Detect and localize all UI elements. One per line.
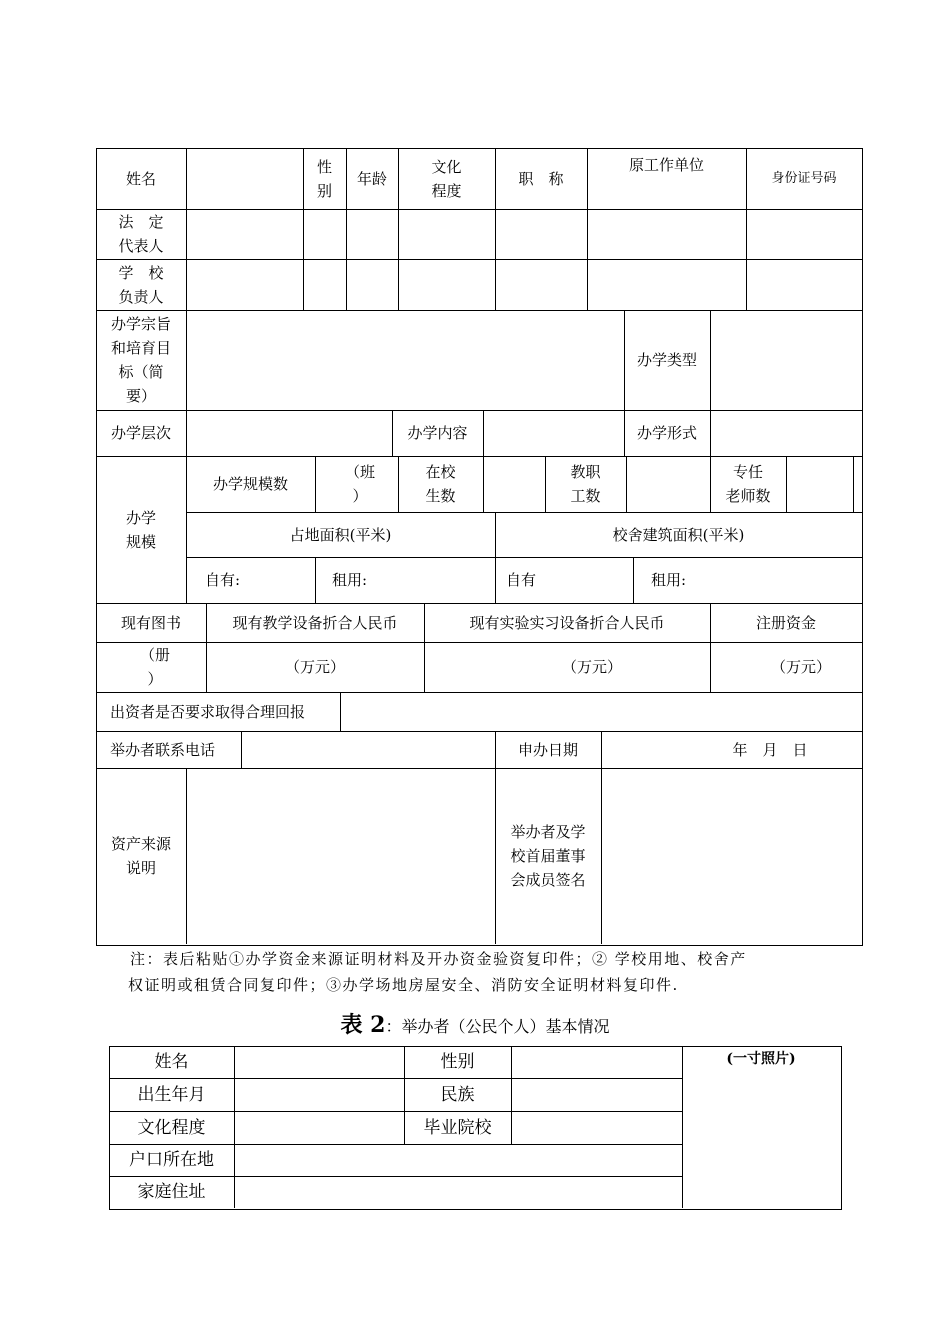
table2-title-text: ：举办者（公民个人）基本情况 [385,1017,610,1036]
header-age: 年龄 [356,169,387,188]
registered-capital-label: 注册资金 [755,613,816,632]
school-principal-label: 学 校 负责人 [118,263,164,306]
land-rented-label: 租用: [332,571,368,589]
scale-count-label: 办学规模数 [212,475,288,493]
header-former-unit: 原工作单位 [628,156,704,174]
land-owned-label: 自有: [205,571,241,589]
class-unit-label: （班 ） [345,463,376,505]
attachment-note [130,946,840,998]
header-name: 姓名 [125,169,156,188]
table2-title [0,1008,950,1039]
school-level-label: 办学层次 [110,424,171,442]
lab-equipment-label: 现有实验实习设备折合人民币 [469,613,665,632]
teachers-label: 专任 老师数 [725,463,771,505]
t2-ethnicity-label: 民族 [440,1084,475,1105]
land-area-label: 占地面积(平米) [289,525,392,544]
students-label: 在校 生数 [425,463,456,505]
photo-placeholder-label: (一寸照片) [726,1051,796,1067]
school-scale-label: 办学 规模 [125,508,156,551]
t2-address-label: 家庭住址 [137,1182,206,1202]
apply-date-label: 申办日期 [517,740,578,759]
contact-phone-label: 举办者联系电话 [110,740,216,759]
books-unit-label: （册 ） [140,646,171,688]
header-gender: 性 别 [316,157,332,200]
note-line-1: 注：表后粘贴①办学资金来源证明材料及开办资金验资复印件；② 学校用地、校舍产 [130,950,747,968]
teaching-unit-label: （万元） [284,658,345,676]
t2-education-label: 文化程度 [137,1117,206,1138]
note-line-2: 权证明或租赁合同复印件；③办学场地房屋安全、消防安全证明材料复印件. [128,976,679,994]
teaching-equipment-label: 现有教学设备折合人民币 [232,613,398,632]
lab-unit-label: （万元） [561,658,622,676]
t2-school-label: 毕业院校 [423,1117,492,1138]
t2-birth-label: 出生年月 [137,1084,206,1105]
capital-unit-label: （万元） [770,658,831,676]
header-education: 文化 程度 [431,157,462,200]
date-format-label: 年 月 日 [732,740,808,759]
building-rented-label: 租用: [651,571,687,589]
school-content-label: 办学内容 [407,424,468,442]
table2-title-number: 表 2 [340,1012,386,1038]
return-question-label: 出资者是否要求取得合理回报 [110,702,306,721]
t2-hukou-label: 户口所在地 [129,1150,214,1170]
building-area-label: 校舍建筑面积(平米) [612,525,745,544]
legal-representative-label: 法 定 代表人 [118,213,164,255]
header-title: 职 称 [518,169,564,188]
building-owned-label: 自有 [506,571,537,589]
header-id-number: 身份证号码 [771,170,837,186]
staff-label: 教职 工数 [570,463,601,505]
school-type-label: 办学类型 [636,351,697,369]
t2-name-label: 姓名 [154,1052,189,1072]
school-purpose-label: 办学宗旨 和培育目 标（简 要） [110,315,171,405]
books-label: 现有图书 [120,613,181,632]
asset-source-label: 资产来源 说明 [110,835,171,877]
school-form-label: 办学形式 [636,424,697,442]
t2-gender-label: 性别 [440,1052,475,1072]
signatures-label: 举办者及学 校首届董事 会成员签名 [510,823,586,889]
